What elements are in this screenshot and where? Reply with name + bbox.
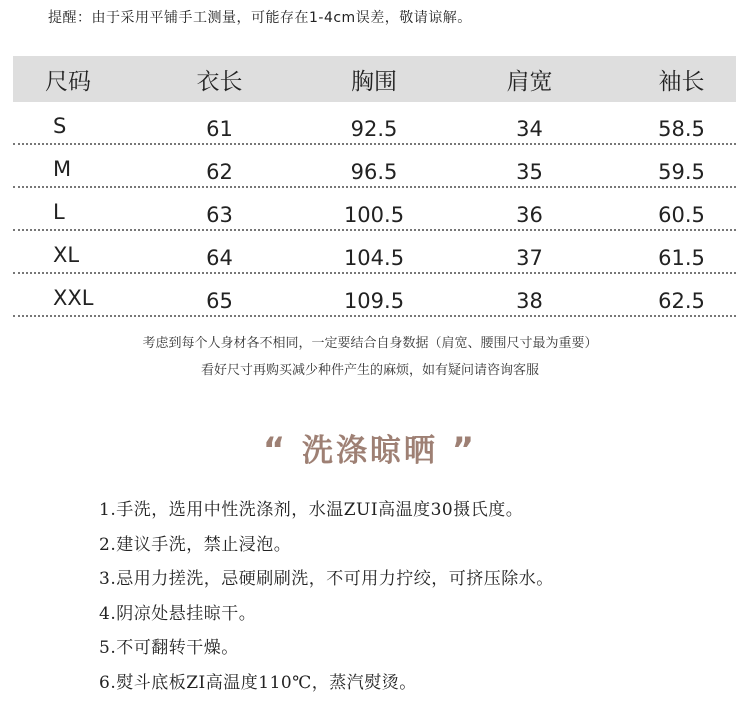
size-cell: S: [53, 113, 67, 138]
wash-section-title: [0, 425, 740, 470]
shoulder-cell: 38: [516, 288, 543, 313]
close-quote: ”: [451, 430, 478, 470]
shoulder-cell: 37: [516, 245, 543, 270]
list-item: 5.不可翻转干燥。: [99, 638, 239, 658]
header-chest: 胸围: [351, 68, 397, 95]
header-size: 尺码: [45, 68, 91, 95]
list-item: 6.熨斗底板ZI高温度110℃，蒸汽熨烫。: [99, 672, 417, 693]
size-cell: M: [53, 156, 72, 181]
open-quote: “: [262, 430, 289, 470]
table-row: [13, 231, 736, 274]
sleeve-cell: 61.5: [658, 245, 705, 270]
header-shoulder: 肩宽: [506, 68, 553, 95]
table-row: [13, 274, 736, 317]
sleeve-cell: 59.5: [658, 159, 705, 184]
care-instructions-list: [99, 494, 554, 701]
sleeve-cell: 58.5: [658, 116, 705, 141]
table-row: [13, 145, 736, 188]
length-cell: 61: [206, 116, 233, 141]
sizing-tip-line-1: 考虑到每个人身材各不相同，一定要结合自身数据（肩宽、腰围尺寸最为重要）: [142, 336, 598, 351]
chest-cell: 104.5: [343, 245, 405, 270]
size-table: [13, 56, 736, 317]
shoulder-cell: 36: [516, 202, 543, 227]
length-cell: 65: [206, 288, 233, 313]
header-length: 衣长: [196, 68, 243, 95]
sleeve-cell: 62.5: [658, 288, 705, 313]
list-item: 2.建议手洗，禁止浸泡。: [99, 534, 292, 555]
chest-cell: 96.5: [350, 159, 398, 184]
length-cell: 64: [206, 245, 233, 270]
shoulder-cell: 35: [516, 159, 543, 184]
chest-cell: 109.5: [343, 288, 405, 313]
header-sleeve: 袖长: [658, 68, 705, 95]
chest-cell: 92.5: [350, 116, 398, 141]
wash-title-text: 洗涤晾晒: [302, 433, 438, 469]
length-cell: 63: [206, 202, 233, 227]
sleeve-cell: 60.5: [658, 202, 705, 227]
list-item: 3.忌用力搓洗，忌硬刷刷洗，不可用力拧绞，可挤压除水。: [99, 569, 554, 589]
chest-cell: 100.5: [343, 202, 405, 227]
table-row: [13, 102, 736, 145]
sizing-tip-line-2: 看好尺寸再购买减少种件产生的麻烦，如有疑问请咨询客服: [200, 363, 539, 378]
size-cell: L: [53, 199, 65, 224]
table-row: [13, 188, 736, 231]
list-item: 1.手洗，选用中性洗涤剂，水温ZUI高温度30摄氏度。: [99, 500, 524, 520]
size-table-header: [13, 56, 736, 102]
shoulder-cell: 34: [516, 116, 543, 141]
length-cell: 62: [206, 159, 233, 184]
size-cell: XL: [53, 242, 80, 267]
list-item: 4.阴凉处悬挂晾干。: [99, 603, 257, 624]
measurement-note: 提醒：由于采用平铺手工测量，可能存在1-4cm误差，敬请谅解。: [48, 10, 472, 26]
size-cell: XXL: [53, 285, 94, 310]
